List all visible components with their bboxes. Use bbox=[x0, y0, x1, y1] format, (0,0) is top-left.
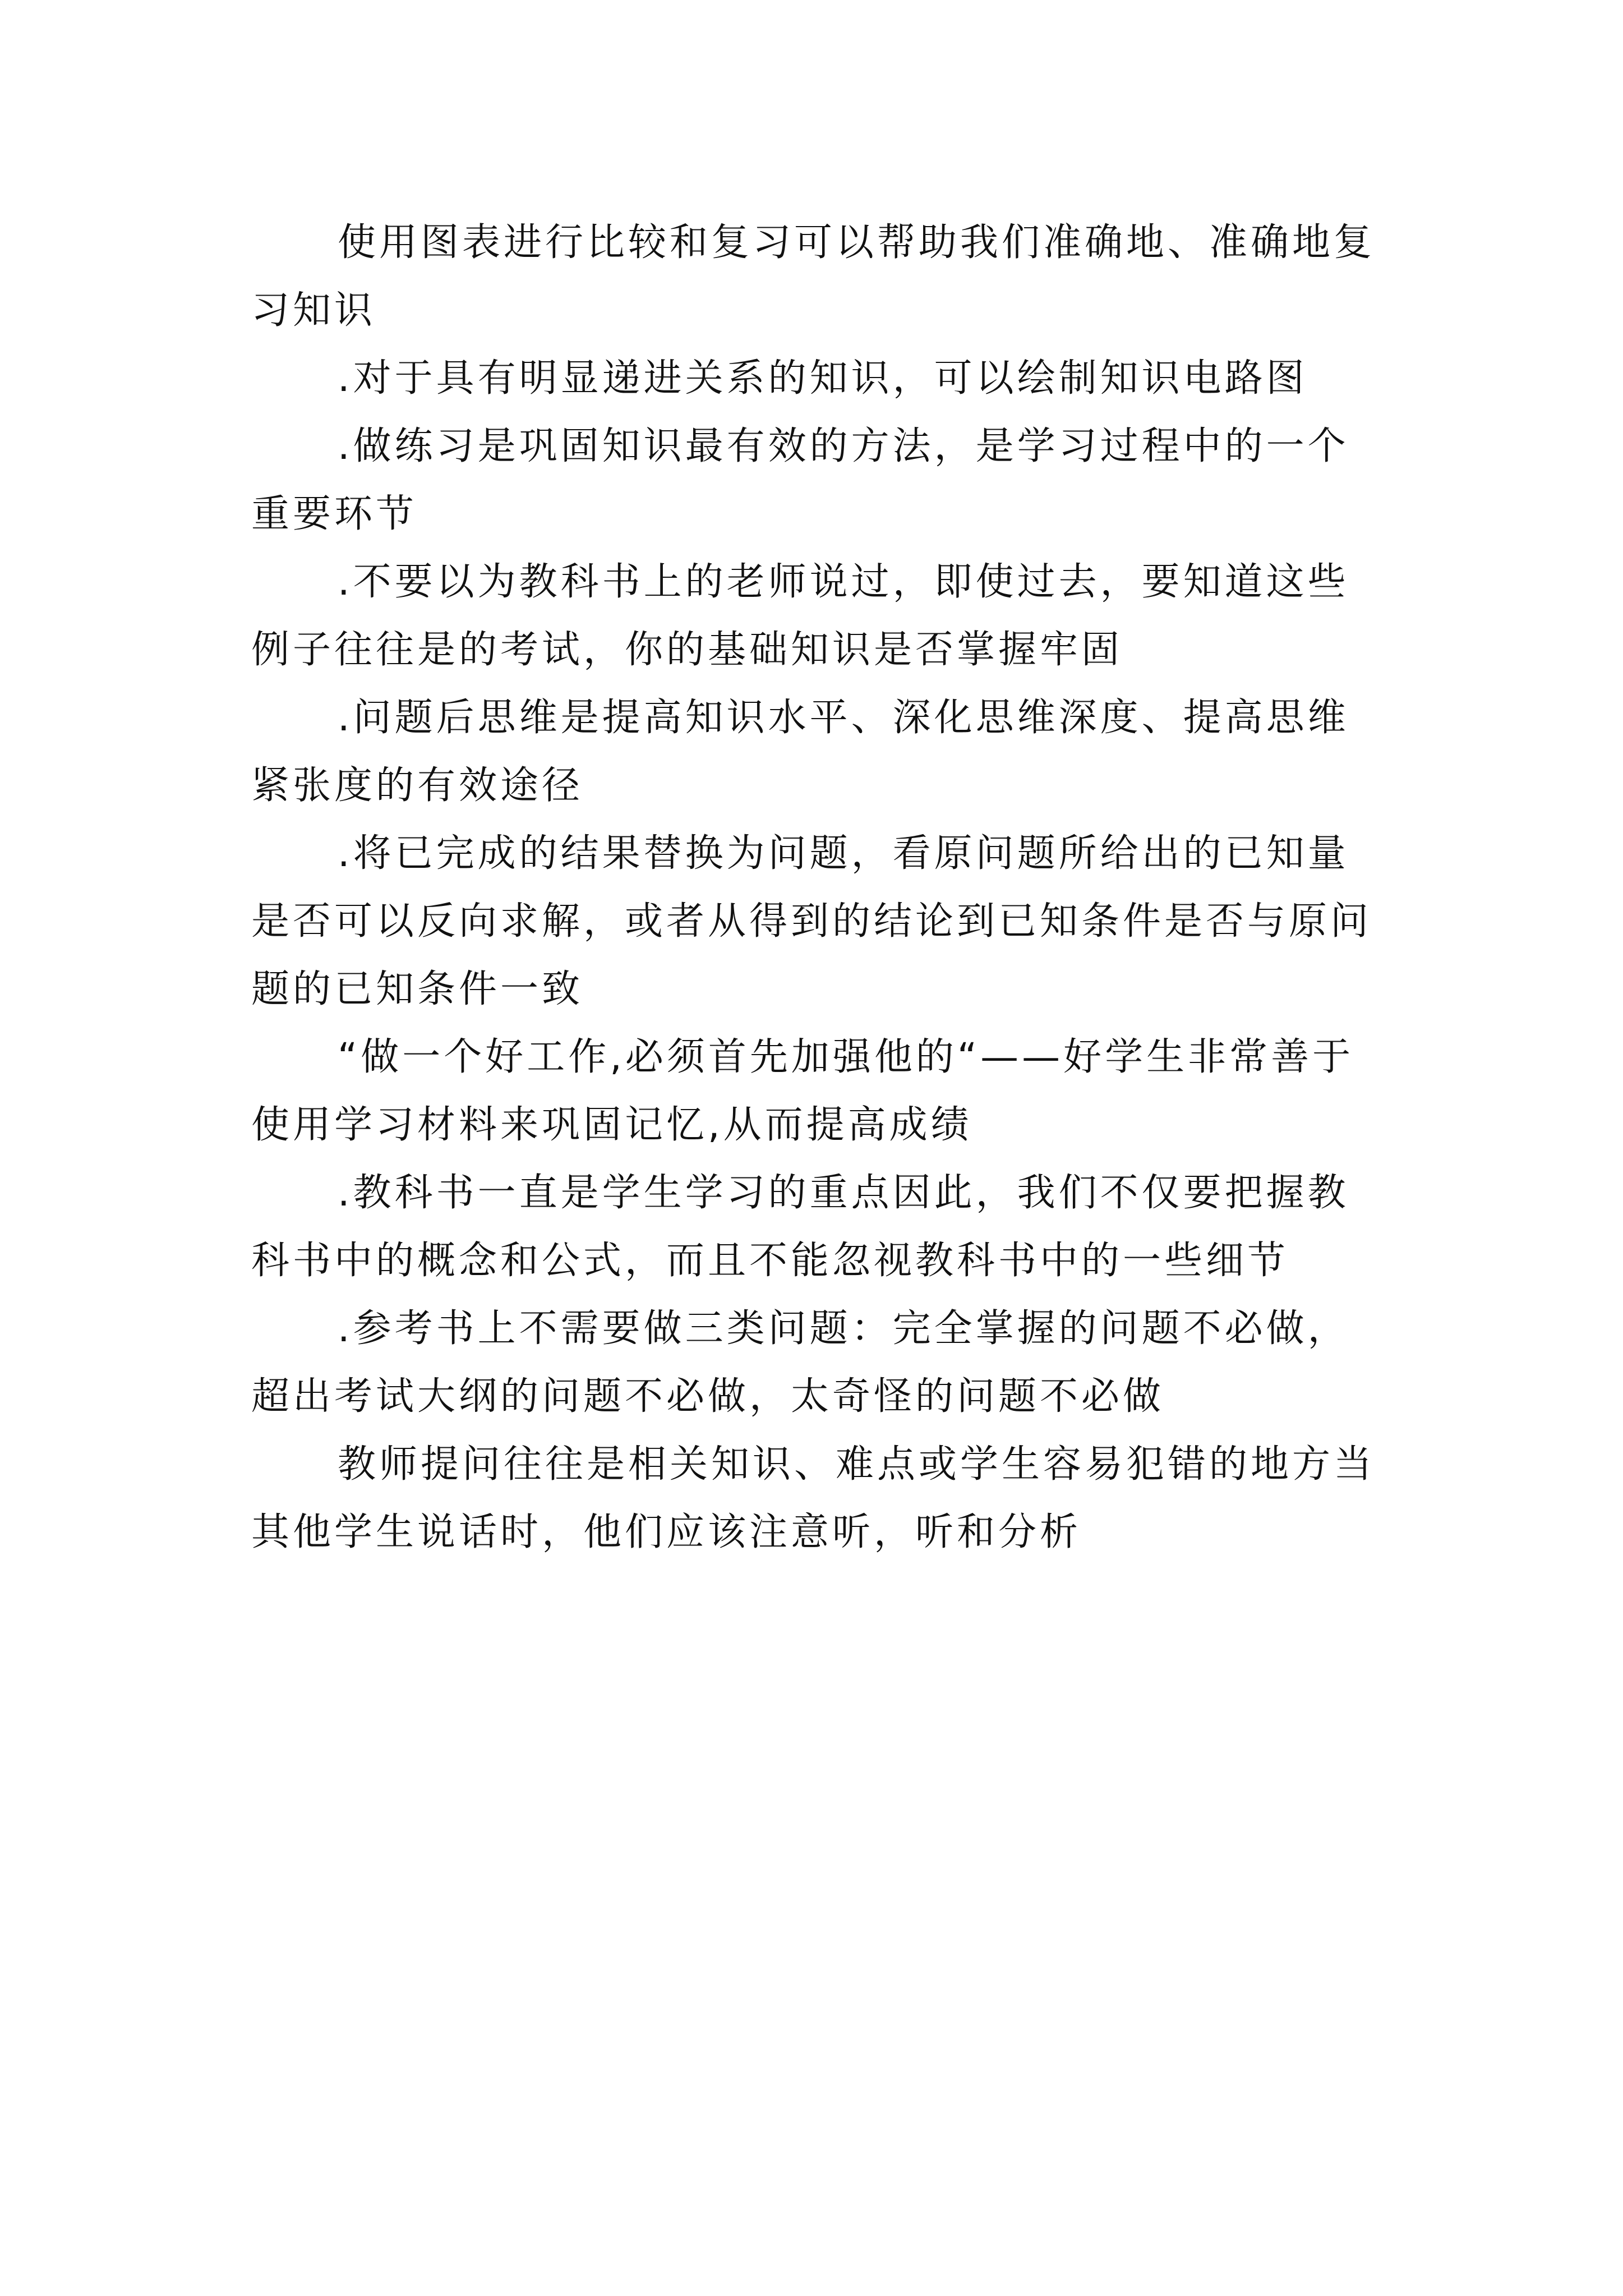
paragraph: .参考书上不需要做三类问题：完全掌握的问题不必做，超出考试大纲的问题不必做，太奇怪的问题不必做 bbox=[251, 1306, 1349, 1419]
paragraph: 教师提问往往是相关知识、难点或学生容易犯错的地方当其他学生说话时，他们应该注意听，听和分析 bbox=[251, 1442, 1376, 1554]
paragraph: .问题后思维是提高知识水平、深化思维深度、提高思维紧张度的有效途径 bbox=[251, 696, 1349, 808]
paragraph: .做练习是巩固知识最有效的方法，是学习过程中的一个重要环节 bbox=[251, 424, 1349, 536]
paragraph: 使用图表进行比较和复习可以帮助我们准确地、准确地复习知识 bbox=[251, 220, 1376, 333]
paragraph: .对于具有明显递进关系的知识，可以绘制知识电路图 bbox=[338, 356, 1308, 401]
paragraph: “做一个好工作,必须首先加强他的“——好学生非常善于使用学习材料来巩固记忆,从而提高成绩 bbox=[251, 1035, 1354, 1147]
paragraph: .教科书一直是学生学习的重点因此，我们不仅要把握教科书中的概念和公式，而且不能忽视教科书中的一些细节 bbox=[251, 1171, 1349, 1283]
document-body bbox=[251, 209, 1378, 1566]
paragraph: .将已完成的结果替换为问题，看原问题所给出的已知量是否可以反向求解，或者从得到的结论到已知条件是否与原问题的已知条件一致 bbox=[251, 831, 1372, 1011]
paragraph: .不要以为教科书上的老师说过，即使过去，要知道这些例子往往是的考试，你的基础知识是否掌握牢固 bbox=[251, 560, 1349, 672]
